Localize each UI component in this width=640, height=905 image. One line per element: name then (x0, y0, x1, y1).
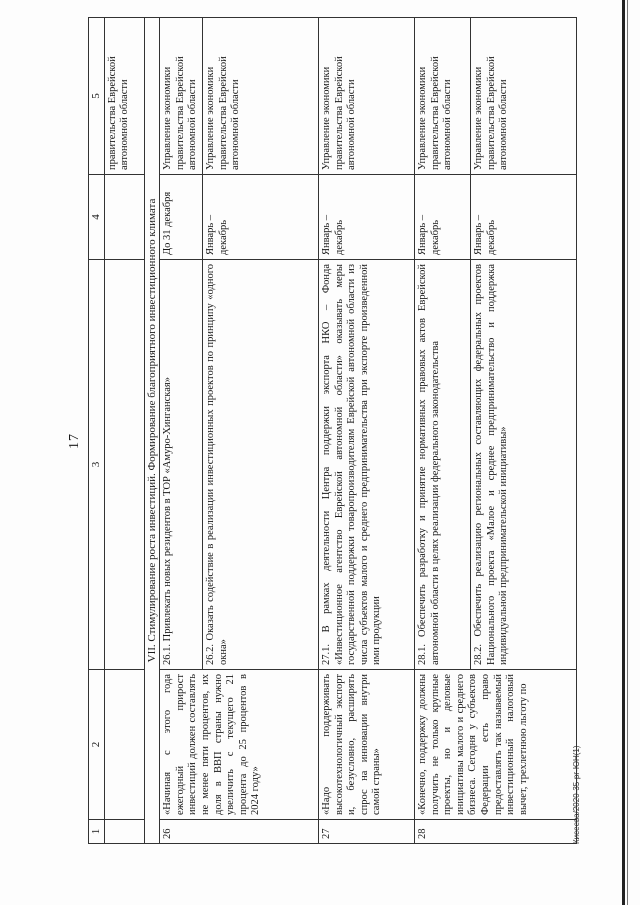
term-cell: До 31 декабря (160, 175, 203, 260)
task-cell: 28.1. Обеспечить разработку и принятие нормативных правовых актов Еврейской автономной области в целях реализации федерального законодательства (414, 260, 470, 670)
executor-cell: Управление экономики правительства Еврейской автономной области (414, 18, 470, 175)
executor-cell: Управление экономики правительства Еврейской автономной области (160, 18, 203, 175)
col-header: 2 (89, 670, 105, 820)
table-row (160, 18, 203, 844)
executor-cell: Управление экономики правительства Еврейской автономной области (202, 18, 318, 175)
section-row (144, 18, 160, 844)
task-cell: 26.1. Привлекать новых резидентов в ТОР «Амуро-Хинганская» (160, 260, 203, 670)
row-number: 27 (318, 820, 414, 844)
document-code: Кисеева/2020-35-рг-ЮН(1) (572, 745, 581, 844)
term-cell: Январь – декабрь (470, 175, 576, 260)
col-header: 4 (89, 175, 105, 260)
plan-table (88, 17, 577, 844)
header-row (89, 18, 105, 844)
task-cell: 27.1. В рамках деятельности Центра поддержки экспорта НКО – Фонда «Инвестиционное агентство Еврейской автономной области» оказывать меры государственной поддержки товаропроизводителям Еврейской автономной области из числа субъектов малого и среднего предпринимательства при экспорте произведенной ими продукции (318, 260, 414, 670)
executor-cell: Управление экономики правительства Еврейской автономной области (318, 18, 414, 175)
col-header: 1 (89, 820, 105, 844)
scan-edge-line (622, 0, 625, 905)
executor-cell: правительства Еврейской автономной области (104, 18, 144, 175)
row-number: 28 (414, 820, 576, 844)
row-number: 26 (160, 820, 319, 844)
scan-edge-line-thin (627, 0, 628, 905)
table-row (414, 18, 470, 844)
statement-cell: «Начиная с этого года ежегодный прирост инвестиций должен составлять не менее пяти процентов, их доля в ВВП страны нужно увеличить с текущего 21 процента до 25 процентов в 2024 году» (160, 670, 319, 820)
table-row (318, 18, 414, 844)
term-cell: Январь – декабрь (414, 175, 470, 260)
task-cell: 28.2. Обеспечить реализацию региональных составляющих федеральных проектов Национального проекта «Малое и среднее предпринимательство и поддержка индивидуальной предпринимательской инициативы» (470, 260, 576, 670)
statement-cell: «Конечно, поддержку должны получить не только крупные проекты, но и деловые инициативы малого и среднего бизнеса. Сегодня у субъектов Федерации есть право предоставлять так называемый инвестиционный налоговый вычет, трехлетнюю льготу по (414, 670, 576, 820)
continuation-row (104, 18, 144, 844)
term-cell: Январь – декабрь (202, 175, 318, 260)
page-number: 17 (67, 433, 82, 449)
term-cell: Январь – декабрь (318, 175, 414, 260)
col-header: 5 (89, 18, 105, 175)
task-cell: 26.2. Оказать содействие в реализации инвестиционных проектов по принципу «одного окна» (202, 260, 318, 670)
col-header: 3 (89, 260, 105, 670)
statement-cell: «Надо поддерживать высокотехнологичный экспорт и, безусловно, расширять спрос на инновации внутри самой страны» (318, 670, 414, 820)
rotated-document (64, 18, 581, 844)
section-title: VII. Стимулирование роста инвестиций. Формирование благоприятного инвестиционного климата (144, 18, 160, 844)
executor-cell: Управление экономики правительства Еврейской автономной области (470, 18, 576, 175)
